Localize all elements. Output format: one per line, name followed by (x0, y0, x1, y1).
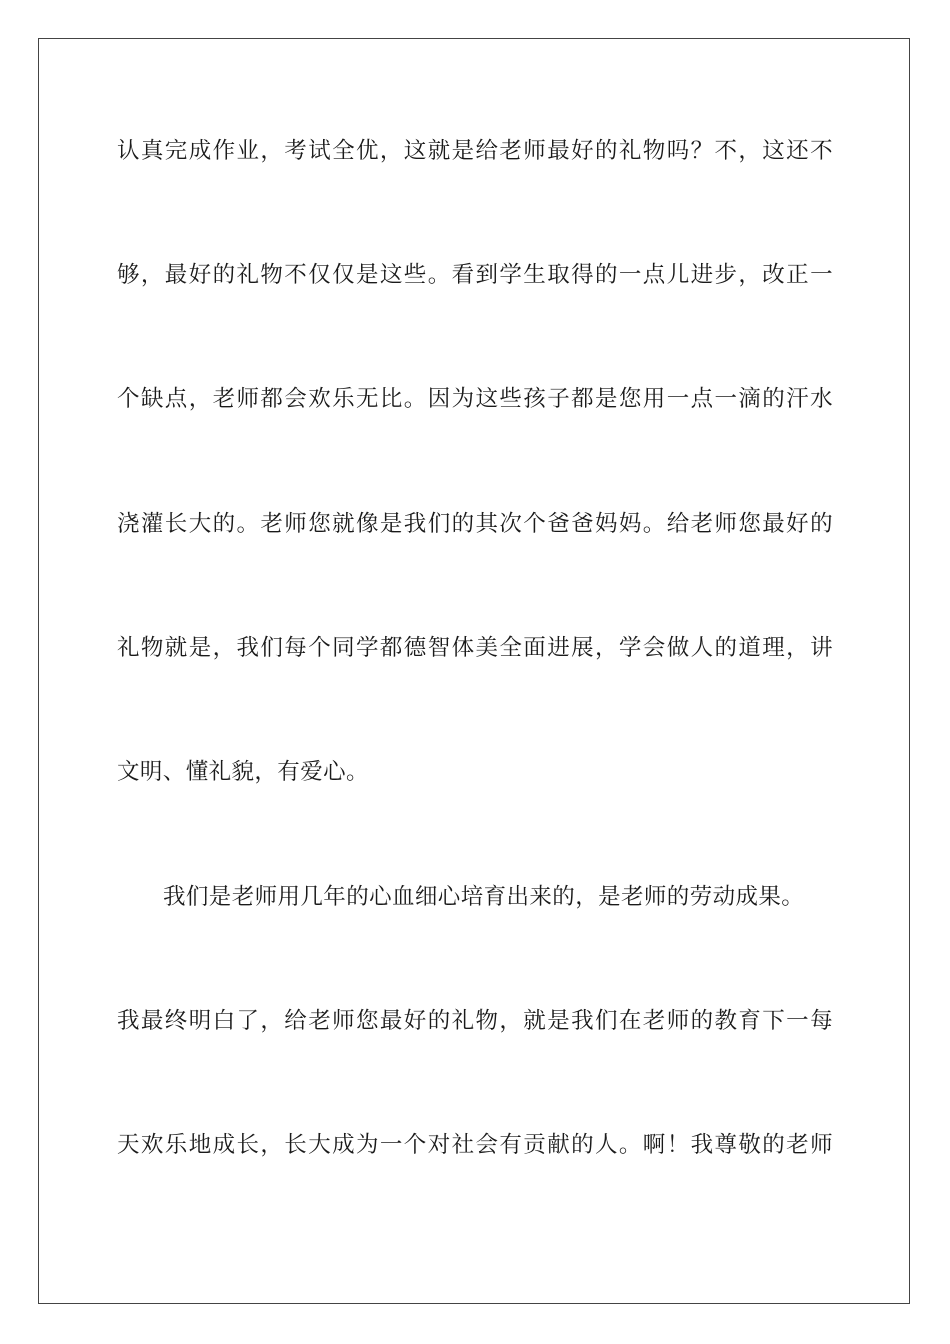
paragraph-2-line-3: 天欢乐地成长，长大成为一个对社会有贡献的人。啊！我尊敬的老师 (117, 1132, 833, 1158)
paragraph-2-line-1: 我们是老师用几年的心血细心培育出来的，是老师的劳动成果。 (163, 884, 805, 910)
text-line-5: 礼物就是，我们每个同学都德智体美全面进展，学会做人的道理，讲 (117, 635, 833, 661)
text-line-4: 浇灌长大的。老师您就像是我们的其次个爸爸妈妈。给老师您最好的 (117, 511, 833, 537)
text-line-1: 认真完成作业，考试全优，这就是给老师最好的礼物吗？不，这还不 (117, 138, 833, 164)
paragraph-2-line-2: 我最终明白了，给老师您最好的礼物，就是我们在老师的教育下一每 (117, 1008, 833, 1034)
text-line-6: 文明、懂礼貌，有爱心。 (117, 759, 369, 785)
text-line-2: 够，最好的礼物不仅仅是这些。看到学生取得的一点儿进步，改正一 (117, 262, 833, 288)
page-border (38, 38, 910, 1304)
text-line-3: 个缺点，老师都会欢乐无比。因为这些孩子都是您用一点一滴的汗水 (117, 386, 833, 412)
